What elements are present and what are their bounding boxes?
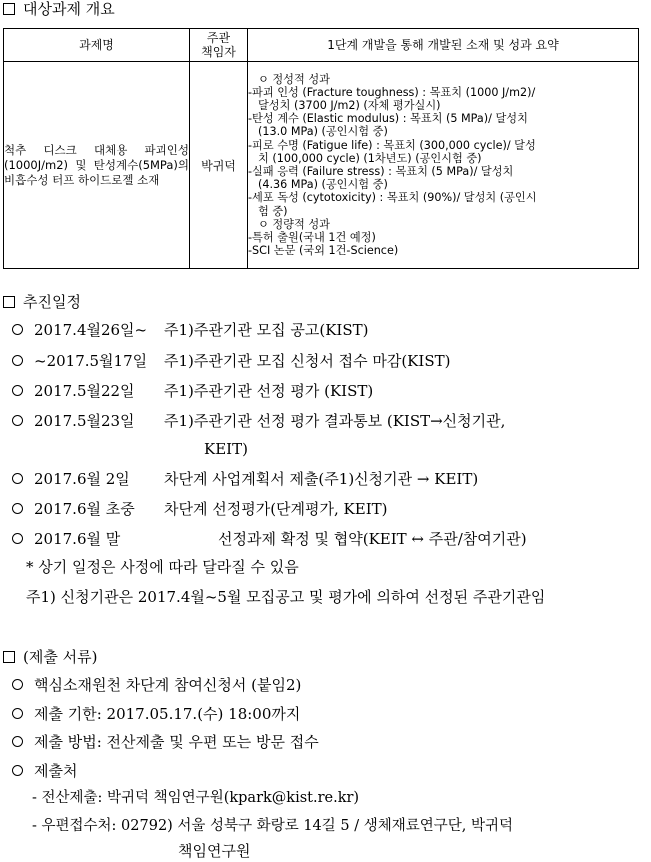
submission-postal-continued: 책임연구원 (178, 842, 251, 860)
summary-line: -파괴 인성 (Fracture toughness) : 목표치 (1000 J/m2)/ (248, 85, 536, 99)
circle-bullet-icon (12, 355, 23, 366)
header-task-name: 과제명 (4, 29, 190, 62)
schedule-date: ~2017.5월17일 (34, 352, 148, 370)
schedule-desc: 주1)주관기관 선정 평가 (KIST) (164, 382, 374, 400)
schedule-date: 2017.4월26일~ (34, 321, 148, 339)
circle-bullet-icon (12, 533, 23, 544)
schedule-item (12, 412, 506, 430)
summary-line: (13.0 MPa) (공인시험 중) (258, 125, 388, 139)
document-item-text: 핵심소재원천 차단계 참여신청서 (붙임2) (34, 676, 302, 694)
header-manager (190, 29, 248, 62)
circle-bullet-icon (12, 415, 23, 426)
schedule-date: 2017.6월 말 (34, 530, 121, 548)
schedule-date: 2017.6월 초중 (34, 500, 135, 518)
schedule-item (12, 382, 374, 400)
schedule-desc: 차단계 선정평가(단계평가, KEIT) (164, 500, 388, 518)
table-header-row (4, 29, 639, 62)
checkbox-square-icon (3, 651, 15, 663)
summary-line: -실패 응력 (Failure stress) : 목표치 (5 MPa)/ 달성치 (248, 165, 514, 178)
submission-electronic: - 전산제출: 박귀덕 책임연구원(kpark@kist.re.kr) (32, 790, 360, 806)
submission-postal: - 우편접수처: 02792) 서울 성북구 화랑로 14길 5 / 생체재료연구단, 박귀덕 (32, 818, 513, 834)
header-manager-line: 책임자 (201, 45, 236, 59)
circle-bullet-icon (12, 708, 23, 719)
summary-line: -SCI 논문 (국외 1건-Science) (248, 244, 399, 258)
summary-line: 치 (100,000 cycle) (1차년도) (공인시험 중) (258, 151, 482, 165)
summary-line: 험 중) (258, 204, 288, 218)
schedule-item (12, 530, 527, 548)
summary-line: -특허 출원(국내 1건 예정) (248, 231, 376, 245)
circle-bullet-icon (12, 503, 23, 514)
section-title: 대상과제 개요 (23, 0, 115, 18)
circle-bullet-icon (12, 736, 23, 747)
schedule-note: * 상기 일정은 사정에 따라 달라질 수 있음 (26, 558, 299, 576)
document-item (12, 762, 78, 780)
schedule-desc: 주1)주관기관 모집 공고(KIST) (164, 321, 369, 339)
section-heading-schedule (3, 293, 81, 311)
summary-line: -탄성 계수 (Elastic modulus) : 목표치 (5 MPa)/ 달성치 (248, 112, 528, 126)
circle-bullet-icon (12, 385, 23, 396)
checkbox-square-icon (3, 3, 15, 15)
overview-table (3, 28, 639, 269)
document-item (12, 733, 319, 751)
manager-cell: 박귀덕 (190, 62, 248, 269)
summary-line: (4.36 MPa) (공인시험 중) (258, 178, 388, 192)
schedule-item (12, 500, 388, 518)
section-title: 추진일정 (23, 293, 81, 311)
document-item (12, 676, 302, 694)
section-title: (제출 서류) (23, 648, 98, 666)
schedule-desc: 주1)주관기관 모집 신청서 접수 마감(KIST) (164, 352, 451, 370)
schedule-item (12, 321, 369, 339)
schedule-date: 2017.6월 2일 (34, 470, 130, 488)
summary-line: ㅇ 정성적 성과 (258, 72, 330, 86)
task-name-cell: 척추 디스크 대체용 파괴인성(1000J/m2) 및 탄성계수(5MPa)의 비흡수성 터프 하이드로젤 소재 (4, 62, 190, 269)
schedule-desc: 주1)주관기관 선정 평가 결과통보 (KIST→신청기관, (164, 412, 506, 430)
circle-bullet-icon (12, 679, 23, 690)
circle-bullet-icon (12, 324, 23, 335)
summary-cell (248, 62, 639, 269)
circle-bullet-icon (12, 765, 23, 776)
schedule-desc-continued: KEIT) (204, 440, 248, 458)
document-item (12, 705, 301, 723)
schedule-item (12, 352, 451, 370)
document-item-text: 제출 방법: 전산제출 및 우편 또는 방문 접수 (34, 733, 319, 751)
table-row (4, 62, 639, 269)
schedule-desc: 차단계 사업계획서 제출(주1)신청기관 → KEIT) (164, 470, 479, 488)
section-heading-documents (3, 648, 97, 666)
summary-line: -피로 수명 (Fatigue life) : 목표치 (300,000 cycle)/ 달성 (248, 138, 536, 152)
header-summary: 1단계 개발을 통해 개발된 소재 및 성과 요약 (248, 29, 639, 62)
section-heading-overview (3, 0, 115, 18)
schedule-date: 2017.5월22일 (34, 382, 135, 400)
circle-bullet-icon (12, 473, 23, 484)
schedule-date: 2017.5월23일 (34, 412, 135, 430)
document-item-text: 제출 기한: 2017.05.17.(수) 18:00까지 (34, 705, 301, 723)
summary-line: -세포 독성 (cytotoxicity) : 목표치 (90%)/ 달성치 (공인시 (248, 191, 537, 205)
schedule-desc: 선정과제 확정 및 협약(KEIT ↔ 주관/참여기관) (218, 530, 527, 548)
schedule-item (12, 470, 479, 488)
header-manager-line: 주관 (206, 31, 231, 45)
summary-line: 달성치 (3700 J/m2) (자체 평가실시) (258, 98, 441, 112)
document-item-text: 제출처 (34, 762, 78, 780)
schedule-footnote: 주1) 신청기관은 2017.4월~5월 모집공고 및 평가에 의하여 선정된 주관기관임 (26, 588, 546, 606)
summary-line: ㅇ 정량적 성과 (258, 217, 330, 231)
checkbox-square-icon (3, 296, 15, 308)
